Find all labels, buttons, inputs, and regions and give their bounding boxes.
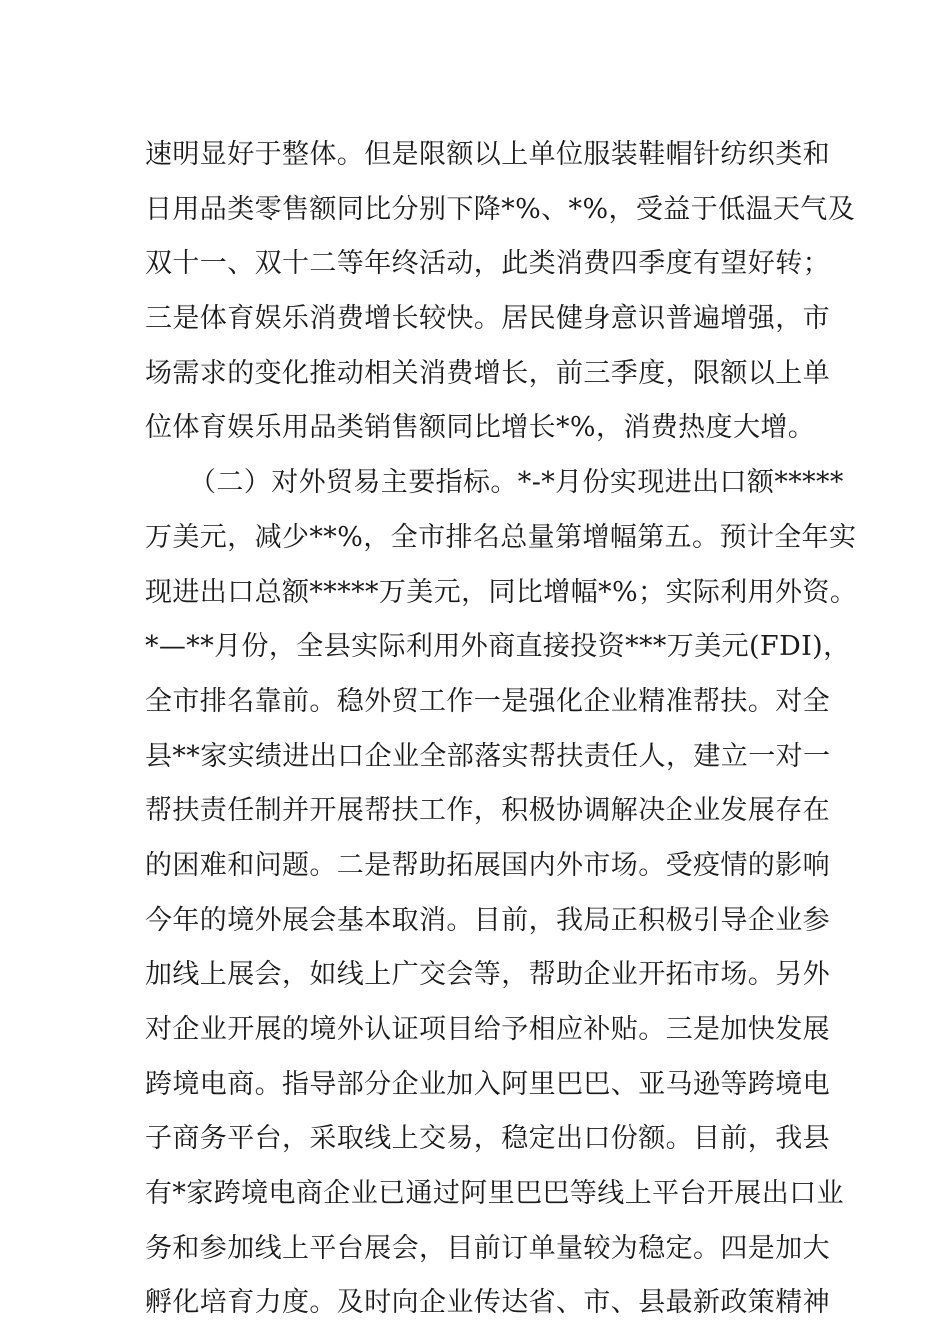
text-line: 全市排名靠前。稳外贸工作一是强化企业精准帮扶。对全 (145, 685, 830, 717)
text-line: 子商务平台，采取线上交易，稳定出口份额。目前，我县 (145, 1123, 830, 1155)
text-line: 双十一、双十二等年终活动，此类消费四季度有望好转； (145, 248, 830, 280)
text-line: 加线上展会，如线上广交会等，帮助企业开拓市场。另外 (145, 959, 830, 991)
body-text (145, 128, 858, 1331)
text-line: 今年的境外展会基本取消。目前，我局正积极引导企业参 (145, 904, 830, 936)
text-line: 场需求的变化推动相关消费增长，前三季度，限额以上单 (145, 357, 830, 389)
text-line: 万美元，减少**%，全市排名总量第增幅第五。预计全年实 (145, 521, 857, 553)
text-line: 帮扶责任制并开展帮扶工作，积极协调解决企业发展存在 (145, 795, 830, 827)
text-line: *—**月份，全县实际利用外商直接投资***万美元(FDI)， (145, 631, 851, 663)
text-line: 三是体育娱乐消费增长较快。居民健身意识普遍增强，市 (145, 303, 830, 335)
text-line: 速明显好于整体。但是限额以上单位服装鞋帽针纺织类和 (145, 139, 830, 170)
text-line: 孵化培育力度。及时向企业传达省、市、县最新政策精神 (145, 1287, 830, 1319)
text-line: 日用品类零售额同比分别下降*%、*%，受益于低温天气及 (145, 193, 856, 225)
text-line: 县**家实绩进出口企业全部落实帮扶责任人，建立一对一 (145, 740, 831, 772)
text-line: 对企业开展的境外认证项目给予相应补贴。三是加快发展 (145, 1014, 830, 1045)
text-line: 位体育娱乐用品类销售额同比增长*%，消费热度大增。 (145, 412, 816, 444)
text-line: 有*家跨境电商企业已通过阿里巴巴等线上平台开展出口业 (145, 1178, 844, 1210)
text-line: 现进出口总额*****万美元，同比增幅*%；实际利用外资。 (145, 576, 858, 608)
text-line: 跨境电商。指导部分企业加入阿里巴巴、亚马逊等跨境电 (145, 1068, 830, 1100)
text-line: 务和参加线上平台展会，目前订单量较为稳定。四是加大 (145, 1232, 830, 1264)
section-heading-line: （二）对外贸易主要指标。*-*月份实现进出口额***** (189, 467, 844, 499)
text-line: 的困难和问题。二是帮助拓展国内外市场。受疫情的影响 (145, 849, 830, 881)
